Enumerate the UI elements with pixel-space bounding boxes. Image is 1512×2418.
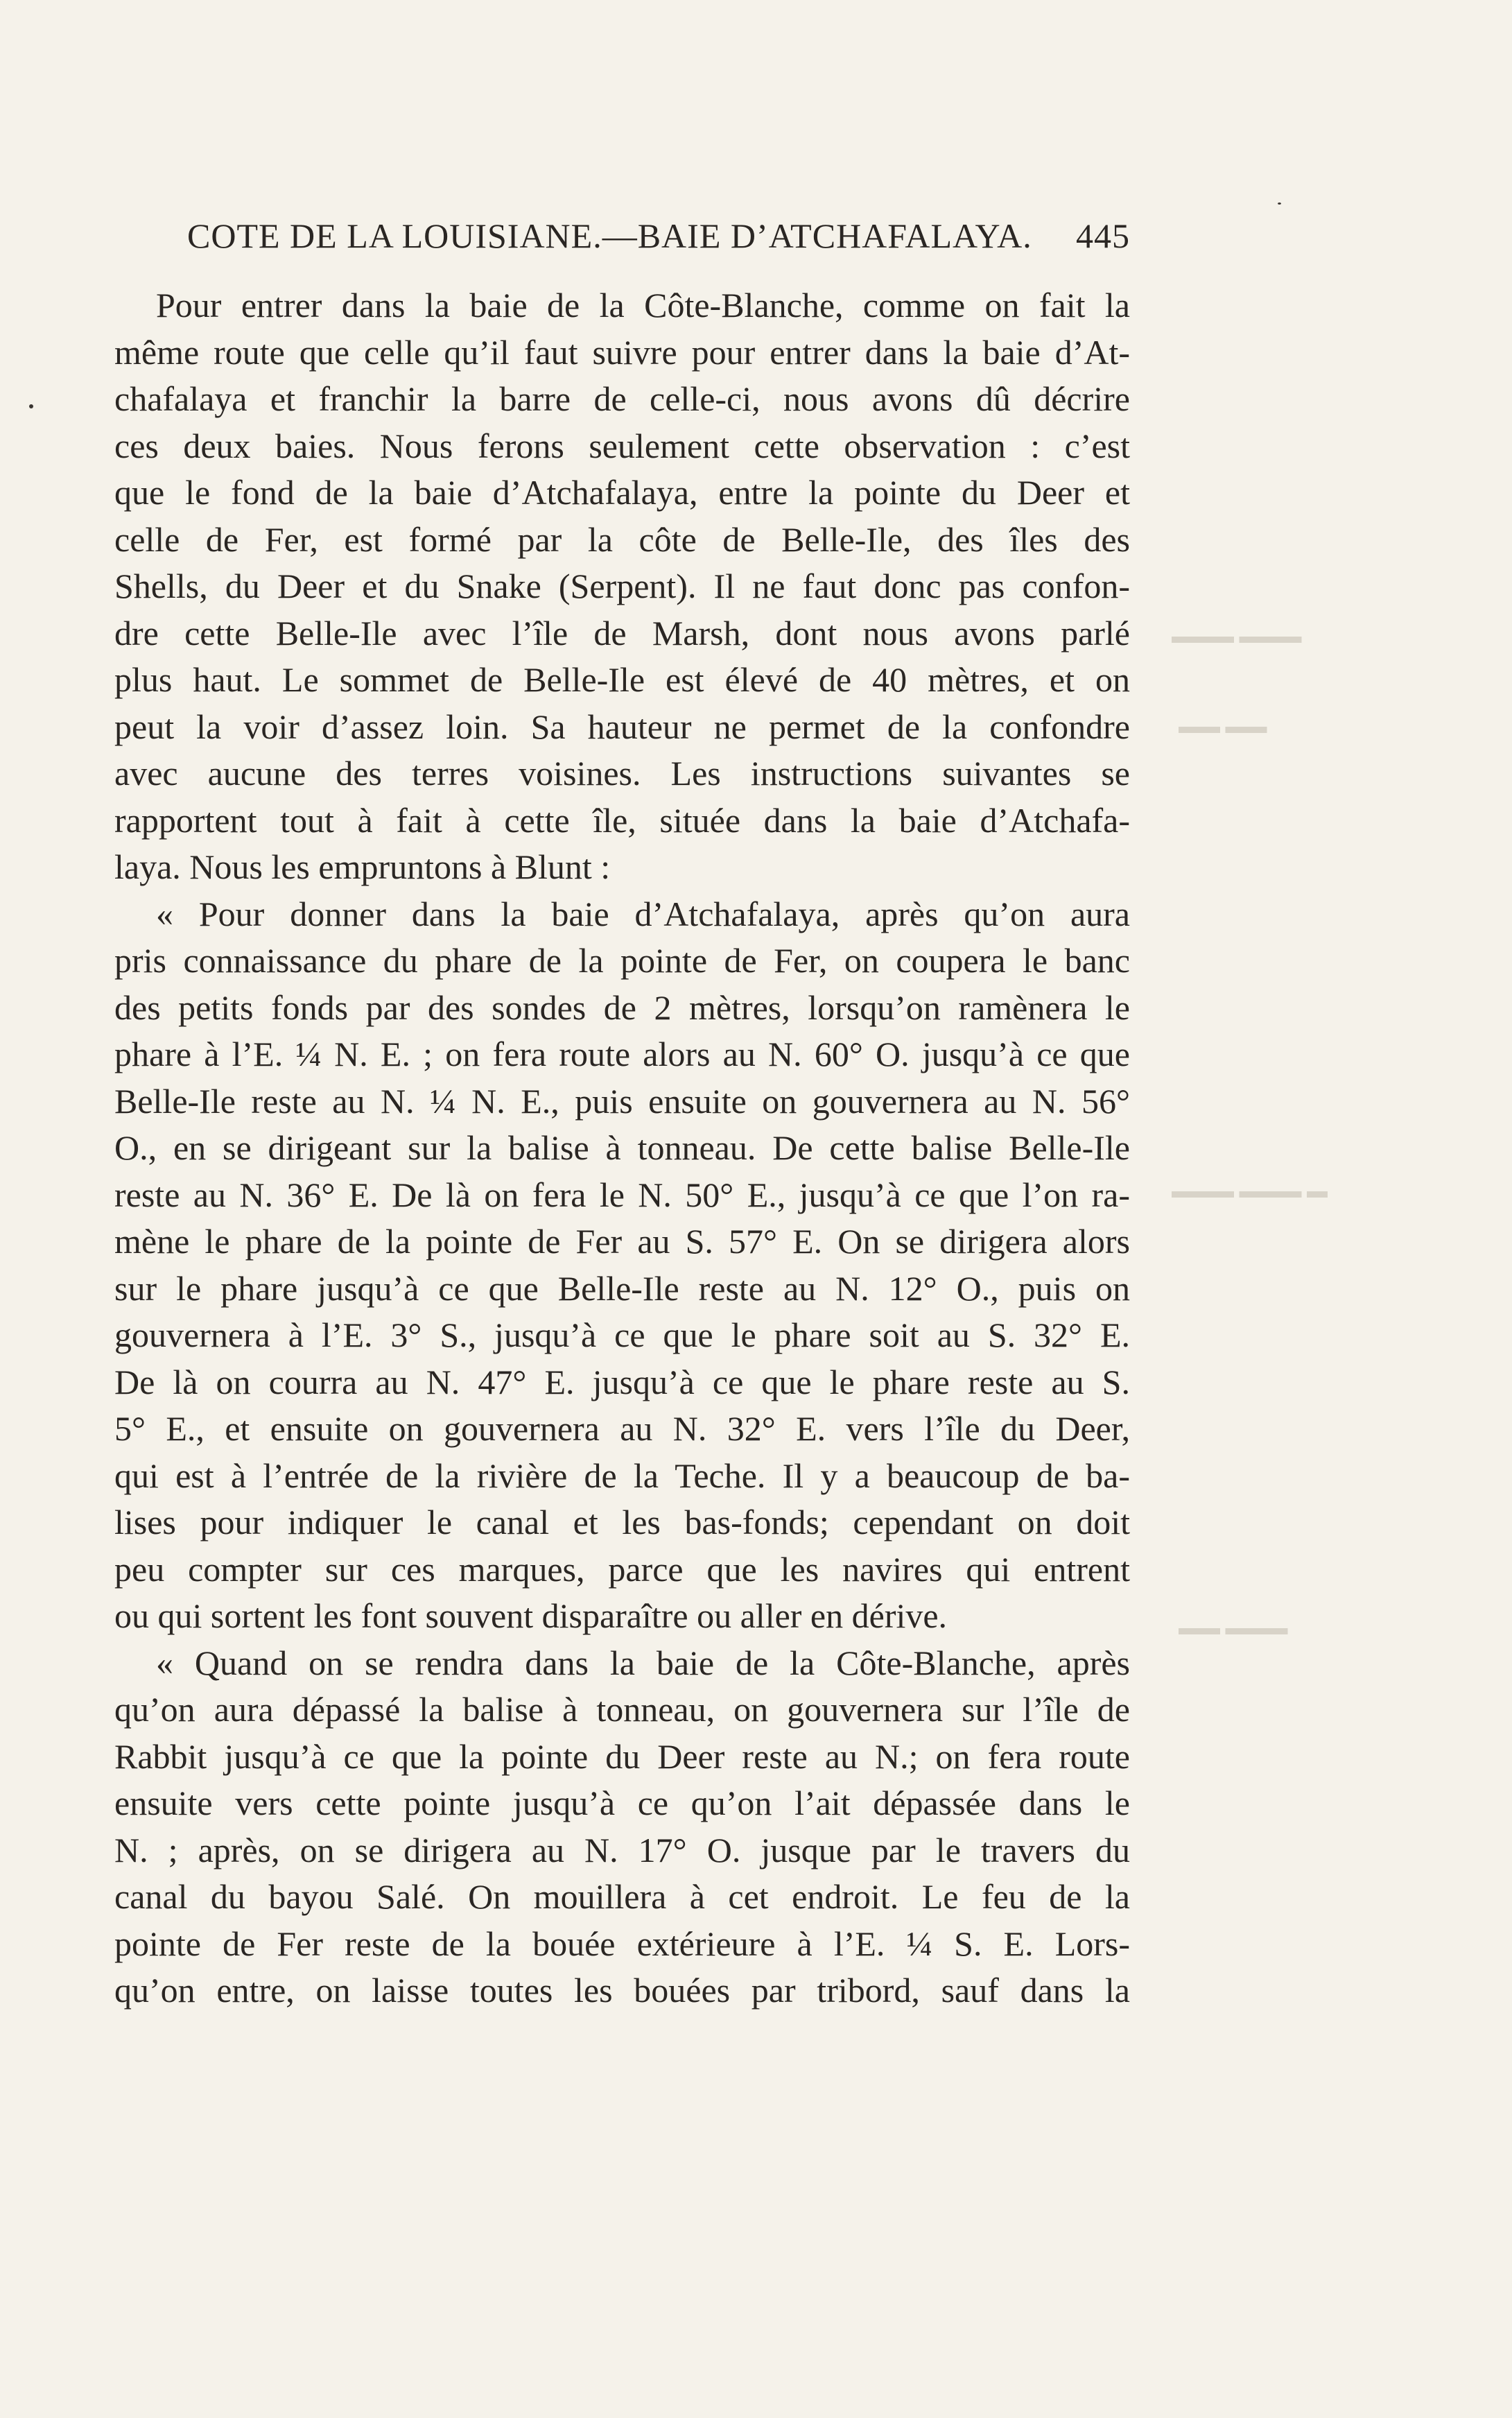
running-head-title: COTE DE LA LOUISIANE.—BAIE D’ATCHAFALAYA. — [187, 216, 1032, 255]
text-line: lises pour indiquer le canal et les bas-fonds; cependant on doit — [114, 1503, 1130, 1542]
text-line: reste au N. 36° E. De là on fera le N. 50° E., jusqu’à ce que l’on ra- — [114, 1175, 1130, 1214]
text-line: qu’on entre, on laisse toutes les bouées par tribord, sauf dans la — [114, 1971, 1130, 2010]
text-line: N. ; après, on se dirigera au N. 17° O. jusque par le travers du — [114, 1830, 1130, 1869]
show-through-artifact: ▬▬ ▬▬▬ — [1179, 1616, 1288, 1639]
text-line: dre cette Belle-Ile avec l’île de Marsh, dont nous avons parlé — [114, 613, 1130, 653]
show-through-artifact: ▬▬▬ ▬▬▬ — [1172, 625, 1302, 648]
text-line: des petits fonds par des sondes de 2 mètres, lorsqu’on ramènera le — [114, 987, 1130, 1027]
show-through-artifact: ▬▬ ▬▬ — [1179, 715, 1267, 738]
text-line: qu’on aura dépassé la balise à tonneau, on gouvernera sur l’île de — [114, 1690, 1130, 1729]
text-line: peu compter sur ces marques, parce que les navires qui entrent — [114, 1549, 1130, 1589]
text-line: mène le phare de la pointe de Fer au S. 57° E. On se dirigera alors — [114, 1222, 1130, 1261]
text-line: pris connaissance du phare de la pointe de Fer, on coupera le banc — [114, 941, 1130, 980]
text-line: plus haut. Le sommet de Belle-Ile est élevé de 40 mètres, et on — [114, 660, 1130, 699]
text-line: ces deux baies. Nous ferons seulement cette observation : c’est — [114, 426, 1130, 465]
text-line: peut la voir d’assez loin. Sa hauteur ne permet de la confondre — [114, 707, 1130, 746]
text-line: 5° E., et ensuite on gouvernera au N. 32° E. vers l’île du Deer, — [114, 1409, 1130, 1448]
text-line: Shells, du Deer et du Snake (Serpent). Il ne faut donc pas confon- — [114, 567, 1130, 605]
running-head — [114, 208, 1130, 264]
text-line: De là on courra au N. 47° E. jusqu’à ce que le phare reste au S. — [114, 1362, 1130, 1401]
text-line: sur le phare jusqu’à ce que Belle-Ile reste au N. 12° O., puis on — [114, 1268, 1130, 1308]
text-line: avec aucune des terres voisines. Les instructions suivantes se — [114, 754, 1130, 793]
text-line: Pour entrer dans la baie de la Côte-Blanche, comme on fait la — [156, 286, 1130, 325]
text-line: « Pour donner dans la baie d’Atchafalaya, après qu’on aura — [156, 894, 1130, 933]
body-text — [114, 282, 1130, 2014]
text-line: phare à l’E. ¼ N. E. ; on fera route alors au N. 60° O. jusqu’à ce que — [114, 1035, 1130, 1073]
text-line: canal du bayou Salé. On mouillera à cet endroit. Le feu de la — [114, 1877, 1130, 1916]
show-through-artifact: ▬▬▬ ▬▬▬ ▬ — [1172, 1180, 1328, 1202]
text-block — [114, 208, 1130, 2094]
text-line: qui est à l’entrée de la rivière de la Teche. Il y a beaucoup de ba- — [114, 1456, 1130, 1495]
text-line: Belle-Ile reste au N. ¼ N. E., puis ensuite on gouvernera au N. 56° — [114, 1081, 1130, 1121]
stray-ink-mark — [1278, 202, 1281, 205]
text-line: « Quand on se rendra dans la baie de la Côte-Blanche, après — [156, 1643, 1130, 1682]
text-line: ensuite vers cette pointe jusqu’à ce qu’on l’ait dépassée dans le — [114, 1784, 1130, 1822]
text-line: pointe de Fer reste de la bouée extérieure à l’E. ¼ S. E. Lors- — [114, 1924, 1130, 1963]
text-line: rapportent tout à fait à cette île, située dans la baie d’Atchafa- — [114, 800, 1130, 840]
stray-ink-mark — [29, 404, 33, 408]
text-line: laya. Nous les empruntons à Blunt : — [114, 847, 611, 886]
page-number: 445 — [1076, 216, 1130, 255]
text-line: même route que celle qu’il faut suivre pour entrer dans la baie d’At- — [114, 332, 1130, 372]
text-line: que le fond de la baie d’Atchafalaya, entre la pointe du Deer et — [114, 473, 1130, 512]
text-line: O., en se dirigeant sur la balise à tonneau. De cette balise Belle-Ile — [114, 1128, 1130, 1167]
text-line: gouvernera à l’E. 3° S., jusqu’à ce que le phare soit au S. 32° E. — [114, 1315, 1130, 1354]
text-line: ou qui sortent les font souvent disparaître ou aller en dérive. — [114, 1596, 948, 1635]
text-line: Rabbit jusqu’à ce que la pointe du Deer reste au N.; on fera route — [114, 1736, 1130, 1776]
text-line: celle de Fer, est formé par la côte de Belle-Ile, des îles des — [114, 519, 1130, 559]
text-line: chafalaya et franchir la barre de celle-ci, nous avons dû décrire — [114, 379, 1130, 418]
